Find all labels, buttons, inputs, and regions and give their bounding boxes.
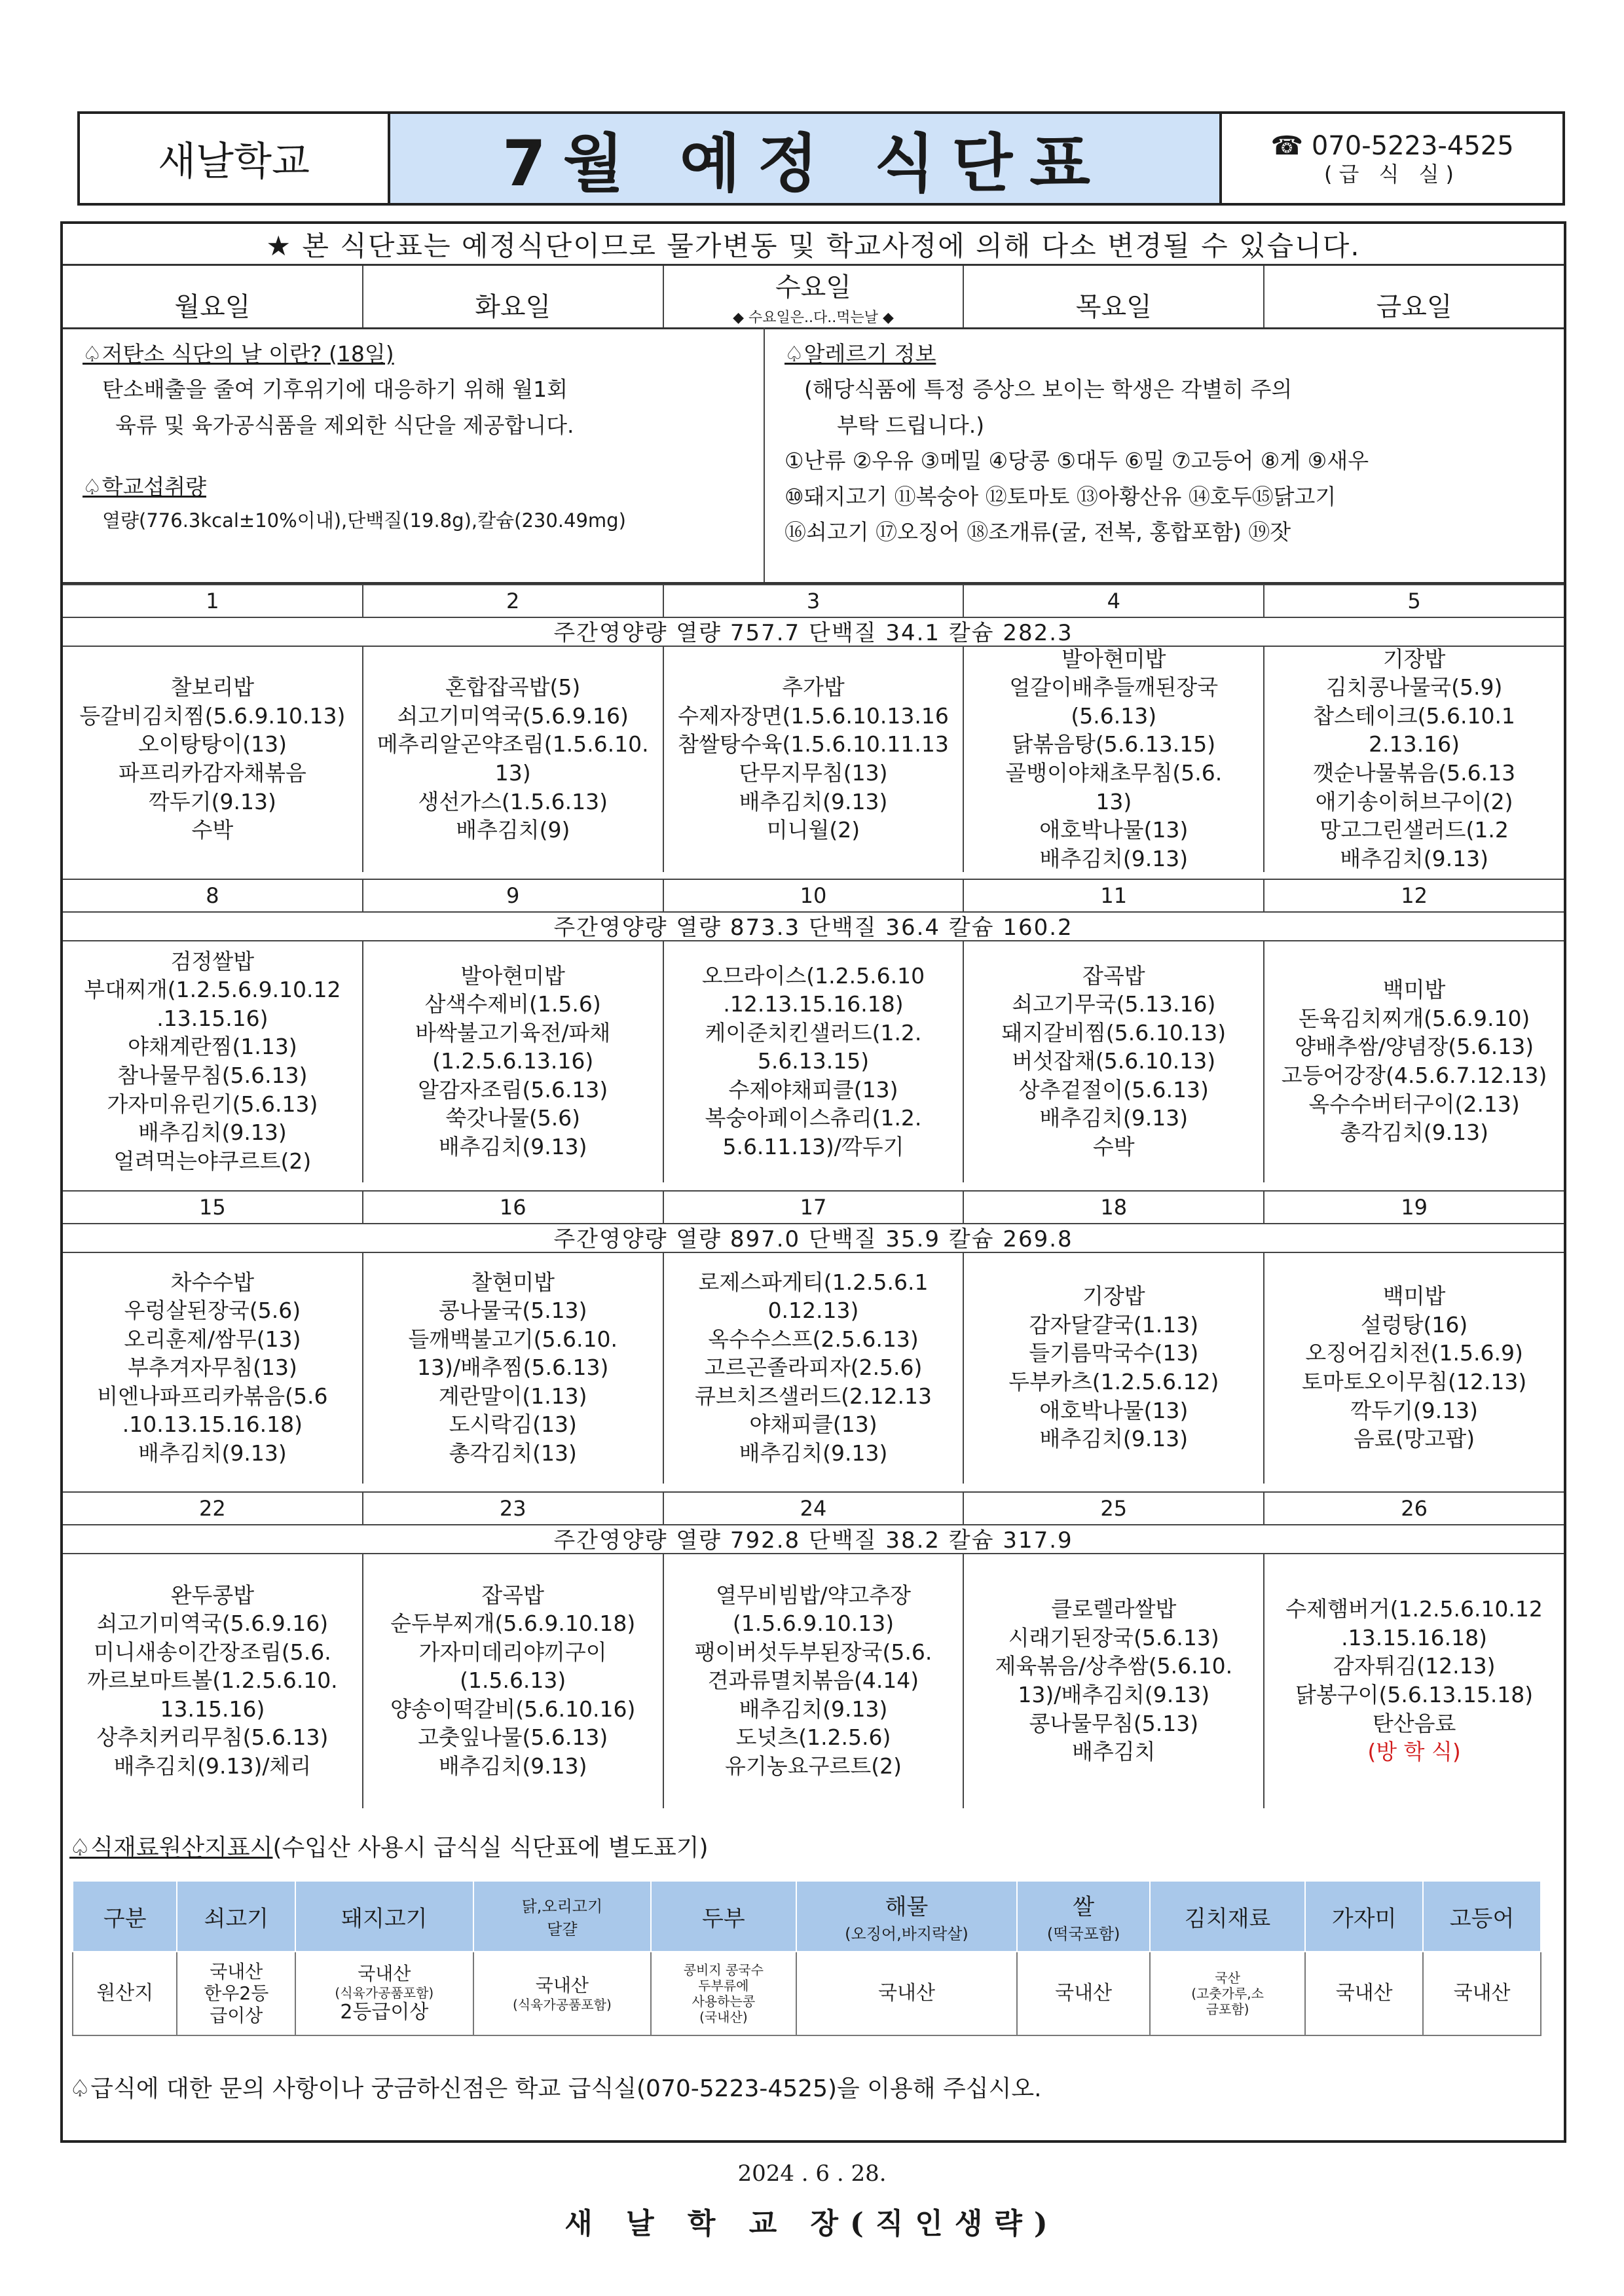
origin-beef-1: 국내산 [210, 1960, 263, 1982]
menu-item: 상추치커리무침(5.6.13) [96, 1724, 329, 1751]
menu-item: 기장밥 [1082, 1283, 1145, 1309]
weekly-nutrition: 주간영양량 열량 757.7 단백질 34.1 칼슘 282.3 [63, 615, 1564, 647]
menu-item: 0.12.13) [767, 1298, 859, 1324]
menu-item: 고춧잎나물(5.6.13) [418, 1724, 608, 1751]
menu-item: 고등어강장(4.5.6.7.12.13) [1281, 1063, 1547, 1088]
menu-item: 수박 [191, 817, 234, 843]
origin-h-7: 김치재료 [1150, 1881, 1305, 1952]
menu-item: 콩나물국(5.13) [438, 1298, 587, 1324]
menu-item: 혼합잡곡밥(5) [445, 674, 581, 701]
menu-item: 오징어김치전(1.5.6.9) [1305, 1340, 1523, 1366]
menu-item: 김치콩나물국(5.9) [1325, 674, 1503, 701]
weekly-nutrition: 주간영양량 열량 873.3 단백질 36.4 칼슘 160.2 [63, 910, 1564, 941]
intake-title: ♤학교섭취량 [83, 474, 206, 500]
menu-item: 가자미유린기(5.6.13) [107, 1091, 318, 1117]
origin-tofu-3: 사용하는콩 [692, 1994, 756, 2009]
menu-item: 까르보마트볼(1.2.5.6.10. [87, 1667, 338, 1694]
inquiry-text: ♤급식에 대한 문의 사항이나 궁금하신점은 학교 급식실(070-5223-4525)을 이용해 주십시오. [69, 2075, 1042, 2102]
notice: ★ 본 식단표는 예정식단이므로 물가변동 및 학교사정에 의해 다소 변경될 수 있습니다. [63, 224, 1564, 266]
menu-cell [664, 940, 965, 1182]
menu-item: 깻순나물볶음(5.6.13 [1313, 760, 1516, 786]
menu-item: 버섯잡채(5.6.10.13) [1012, 1048, 1216, 1074]
menu-item: 등갈비김치찜(5.6.9.10.13) [79, 702, 346, 729]
menu-item: 가자미데리야끼구이 [418, 1639, 607, 1665]
menu-item: 얼갈이배추들깨된장국 [1009, 674, 1219, 701]
origin-tofu-4: (국내산) [699, 2009, 748, 2025]
menu-item: 애기송이허브구이(2) [1315, 788, 1513, 814]
origin-h-4: 두부 [651, 1881, 796, 1952]
origin-title [69, 1829, 709, 1863]
menu-item: 배추김치(9.13) [138, 1440, 287, 1466]
menu-item: 비엔나파프리카볶음(5.6 [97, 1383, 328, 1409]
menu-item: 생선가스(1.5.6.13) [418, 788, 608, 814]
menu-item: 13)/배추찜(5.6.13) [417, 1355, 609, 1381]
menu-item: 배추김치(9.13) [739, 1696, 888, 1722]
menu-item: 잡곡밥 [1082, 962, 1145, 989]
date-cell: 26 [1401, 1496, 1428, 1521]
menu-item: 메추리알곤약조림(1.5.6.10. [377, 731, 649, 757]
origin-beef-2: 한우2등 [204, 1982, 269, 2005]
origin-h-0: 구분 [73, 1881, 177, 1952]
menu-cell [363, 646, 664, 872]
date-cell: 9 [363, 880, 664, 911]
menu-item: 큐브치즈샐러드(2.12.13 [695, 1383, 932, 1409]
week-menu-row [63, 940, 1564, 1182]
menu-item: 알감자조림(5.6.13) [418, 1076, 608, 1102]
date-cell: 10 [664, 880, 965, 911]
low-carbon-title: ♤저탄소 식단의 날 이란? (18일) [83, 341, 394, 367]
menu-item: 배추김치(9.13) [739, 1440, 888, 1466]
menu-item: .13.15.16.18) [1341, 1624, 1487, 1650]
origin-pork-1: 국내산 [358, 1963, 411, 1985]
menu-item: 파프리카감자채볶음 [118, 760, 306, 786]
menu-cell [964, 940, 1264, 1182]
origin-h-2: 돼지고기 [295, 1881, 473, 1952]
issue-date: 2024 . 6 . 28. [737, 2160, 887, 2187]
menu-item: 13) [494, 760, 531, 786]
principal-signature: 새 날 학 교 장(직인생략) [564, 2207, 1060, 2240]
day-thu: 목요일 [964, 266, 1264, 327]
menu-item: 감자튀김(12.13) [1333, 1653, 1496, 1679]
menu-item: 고르곤졸라피자(2.5.6) [704, 1355, 923, 1381]
menu-item: 옥수수스프(2.5.6.13) [708, 1326, 919, 1352]
day-fri: 금요일 [1376, 292, 1452, 322]
menu-item: 음료(망고팝) [1354, 1426, 1475, 1452]
date-cell: 19 [1401, 1195, 1428, 1220]
menu-item: 들깨백불고기(5.6.10. [408, 1326, 618, 1352]
origin-beef-3: 급이상 [210, 2004, 263, 2026]
menu-cell [363, 940, 664, 1182]
menu-item: 찰보리밥 [170, 674, 255, 701]
origin-pork [295, 1952, 473, 2035]
menu-item: 로제스파게티(1.2.5.6.1 [698, 1269, 929, 1295]
week-menu-row [63, 646, 1564, 872]
menu-item: 수제야채피클(13) [728, 1076, 898, 1102]
menu-cell [964, 646, 1264, 872]
origin-h-8: 가자미 [1305, 1881, 1423, 1952]
origin-chicken-1: 국내산 [535, 1975, 589, 1997]
menu-item: 배추김치(9.13) [438, 1753, 587, 1779]
menu-item: 배추김치(9.13) [1340, 845, 1488, 871]
origin-value-row [73, 1952, 1541, 2035]
menu-item: 오므라이스(1.2.5.6.10 [701, 962, 925, 989]
origin-table [72, 1880, 1541, 2036]
origin-pork-3: 2등급이상 [340, 2000, 429, 2024]
menu-item: 깍두기(9.13) [1350, 1397, 1479, 1423]
menu-item: 배추김치(9.13) [1039, 1105, 1189, 1131]
menu-item: 백미밥 [1382, 1283, 1446, 1309]
menu-item: 차수수밥 [170, 1269, 255, 1295]
menu-item: 열무비빔밥/약고추장 [715, 1582, 911, 1608]
menu-cell [363, 1553, 664, 1808]
date-cell: 22 [63, 1493, 363, 1524]
origin-kimchi-3: 금포함) [1206, 2001, 1249, 2017]
week-menu-row [63, 1553, 1564, 1808]
menu-item: 배추김치(9.13) [1039, 845, 1189, 871]
menu-item: 옥수수버터구이(2.13) [1308, 1091, 1520, 1117]
menu-cell [63, 646, 363, 872]
menu-item: 망고그린샐러드(1.2 [1320, 817, 1509, 843]
origin-h-6-main: 쌀 [1073, 1894, 1095, 1920]
date-cell: 2 [363, 585, 664, 617]
menu-cell [1264, 940, 1564, 1182]
origin-h-1: 쇠고기 [177, 1881, 295, 1952]
menu-item: 오리훈제/쌈무(13) [124, 1326, 301, 1352]
menu-item: 두부카츠(1.2.5.6.12) [1008, 1369, 1219, 1394]
menu-item: (1.5.6.13) [460, 1667, 566, 1694]
menu-item: 설렁탕(16) [1360, 1311, 1468, 1338]
menu-item: 양송이떡갈비(5.6.10.16) [390, 1696, 636, 1722]
week-dates-row [63, 584, 1564, 618]
weekly-nutrition: 주간영양량 열량 897.0 단백질 35.9 칼슘 269.8 [63, 1222, 1564, 1253]
menu-item: 상추겉절이(5.6.13) [1018, 1076, 1209, 1102]
phone-sub: (급 식 실) [1323, 161, 1461, 187]
menu-item: 부추겨자무침(13) [127, 1355, 297, 1381]
origin-beef [177, 1952, 295, 2035]
origin-h-5-sub: (오징어,바지락살) [845, 1925, 969, 1943]
menu-item: 제육볶음/상추쌈(5.6.10. [995, 1653, 1233, 1679]
menu-item: 배추김치(9) [456, 817, 570, 843]
week-dates-row [63, 879, 1564, 913]
menu-item: 백미밥 [1382, 977, 1446, 1003]
week-dates-row [63, 1190, 1564, 1224]
menu-item: 깍두기(9.13) [148, 788, 276, 814]
menu-cell [1264, 646, 1564, 872]
menu-item: 돼지갈비찜(5.6.10.13) [1001, 1019, 1227, 1046]
date-cell: 16 [363, 1192, 664, 1223]
page-title: 7월 예정 식단표 [390, 114, 1222, 203]
menu-item: .10.13.15.16.18) [122, 1412, 303, 1438]
menu-item: 부대찌개(1.2.5.6.9.10.12 [84, 977, 341, 1003]
info-block [63, 327, 1564, 584]
menu-item: 쇠고기무국(5.13.16) [1012, 991, 1216, 1017]
menu-item: 삼색수제비(1.5.6) [424, 991, 601, 1017]
menu-item: 추가밥 [782, 674, 845, 701]
menu-item: 배추김치(9.13) [138, 1120, 287, 1146]
menu-item: 발아현미밥 [460, 962, 565, 989]
phone-number: ☎ 070-5223-4525 [1270, 130, 1514, 161]
menu-item: 케이준치킨샐러드(1.2. [705, 1019, 922, 1046]
menu-item: 참나물무침(5.6.13) [117, 1063, 308, 1088]
menu-item: 배추김치(9.13) [739, 788, 888, 814]
menu-item: 배추김치(9.13)/체리 [113, 1753, 312, 1779]
menu-item: 5.6.13.15) [757, 1048, 870, 1074]
menu-item: 완두콩밥 [170, 1582, 255, 1608]
menu-item: 감자달걀국(1.13) [1029, 1311, 1199, 1338]
origin-kimchi-2: (고춧가루,소 [1191, 1986, 1264, 2001]
origin-row-label: 원산지 [73, 1952, 177, 2035]
menu-item: 닭볶음탕(5.6.13.15) [1012, 731, 1216, 757]
menu-item: 쇠고기미역국(5.6.9.16) [397, 702, 629, 729]
menu-item: 시래기된장국(5.6.13) [1008, 1624, 1219, 1650]
date-cell: 11 [964, 880, 1264, 911]
origin-h-6 [1017, 1881, 1149, 1952]
day-wed [664, 266, 965, 327]
menu-cell [664, 646, 965, 872]
weekly-nutrition: 주간영양량 열량 792.8 단백질 38.2 칼슘 317.9 [63, 1523, 1564, 1554]
menu-item: 수제햄버거(1.2.5.6.10.12 [1285, 1596, 1543, 1622]
menu-item: 배추김치(9.13) [1039, 1426, 1189, 1452]
low-carbon-line-1: 탄소배출을 줄여 기후위기에 대응하기 위해 월1회 [102, 376, 568, 403]
menu-cell [1264, 1252, 1564, 1484]
menu-item: 탄산음료 [1372, 1710, 1456, 1736]
allergy-line-1: (해당식품에 특정 증상으 보이는 학생은 각별히 주의 [804, 376, 1293, 403]
menu-item: 골뱅이야채초무침(5.6. [1005, 760, 1223, 786]
menu-cell [664, 1252, 965, 1484]
menu-item: 13)/배추김치(9.13) [1018, 1682, 1210, 1707]
menu-item: (1.2.5.6.13.16) [432, 1048, 594, 1074]
menu-item: 도넛츠(1.2.5.6) [735, 1724, 891, 1751]
menu-item: 13.15.16) [160, 1696, 265, 1722]
menu-item: (1.5.6.9.10.13) [732, 1611, 895, 1637]
menu-item: 콩나물무침(5.13) [1029, 1710, 1199, 1736]
menu-item: 들기름막국수(13) [1029, 1340, 1199, 1366]
phone-block [1222, 114, 1562, 203]
week-menu-row [63, 1252, 1564, 1484]
origin-tofu [651, 1952, 796, 2035]
day-header-row [63, 266, 1564, 329]
menu-item: 애호박나물(13) [1039, 1397, 1189, 1423]
menu-cell [1264, 1553, 1564, 1808]
menu-item: 도시락김(13) [449, 1412, 577, 1438]
date-cell: 17 [664, 1192, 965, 1223]
menu-item: .12.13.15.16.18) [723, 991, 904, 1017]
allergy-list-2: ⑩돼지고기 ⑪복숭아 ⑫토마토 ⑬아황산유 ⑭호두⑮닭고기 [784, 483, 1337, 509]
menu-cell [63, 1252, 363, 1484]
menu-item: 닭봉구이(5.6.13.15.18) [1295, 1682, 1534, 1707]
allergy-line-2: 부탁 드립니다.) [837, 412, 985, 438]
origin-tofu-2: 두부류에 [698, 1978, 749, 1994]
origin-title-main: ♤식재료원산지표시 [69, 1834, 273, 1861]
origin-rice: 국내산 [1017, 1952, 1149, 2035]
menu-item: 견과류멸치볶음(4.14) [707, 1667, 919, 1694]
menu-item: 오이탕탕이(13) [138, 731, 287, 757]
menu-item: 야채피클(13) [749, 1412, 877, 1438]
day-mon: 월요일 [63, 266, 363, 327]
low-carbon-line-2: 육류 및 육가공식품을 제외한 식단을 제공합니다. [115, 412, 574, 438]
origin-chicken [473, 1952, 652, 2035]
menu-cell [363, 1252, 664, 1484]
menu-item: 잡곡밥 [481, 1582, 545, 1608]
origin-mackerel: 국내산 [1423, 1952, 1541, 2035]
menu-item: 야채계란찜(1.13) [128, 1034, 297, 1060]
menu-item: 배추김치(9.13) [438, 1133, 587, 1159]
origin-h-3 [473, 1881, 652, 1952]
menu-item: 5.6.11.13)/깍두기 [722, 1133, 904, 1159]
menu-item: 돈육김치찌개(5.6.9.10) [1298, 1005, 1530, 1031]
menu-item: 얼려먹는야쿠르트(2) [113, 1148, 312, 1174]
menu-item: 쇠고기미역국(5.6.9.16) [96, 1611, 329, 1637]
menu-item: 애호박나물(13) [1039, 817, 1189, 843]
menu-item: 쑥갓나물(5.6) [445, 1105, 581, 1131]
menu-item: 수제자장면(1.5.6.10.13.16 [678, 702, 949, 729]
day-tue: 화요일 [363, 266, 664, 327]
menu-item: 발아현미밥 [1061, 646, 1166, 672]
date-cell: 5 [1407, 589, 1421, 613]
origin-h-6-sub: (떡국포함) [1046, 1925, 1120, 1943]
menu-cell [63, 940, 363, 1182]
menu-item: 참쌀탕수육(1.5.6.10.11.13 [678, 731, 949, 757]
date-cell: 8 [63, 880, 363, 911]
origin-tofu-1: 콩비지 콩국수 [683, 1962, 764, 1978]
menu-cell [664, 1553, 965, 1808]
date-cell: 4 [964, 585, 1264, 617]
menu-item: 유기농요구르트(2) [725, 1753, 902, 1779]
menu-item: 2.13.16) [1369, 731, 1460, 757]
week-dates-row [63, 1491, 1564, 1525]
date-cell: 25 [964, 1493, 1264, 1524]
menu-item: (방 학 식) [1367, 1739, 1461, 1765]
menu-item: 계란말이(1.13) [438, 1383, 587, 1409]
menu-item: 총각김치(9.13) [1340, 1120, 1488, 1146]
origin-title-rest: (수입산 사용시 급식실 식단표에 별도표기) [272, 1834, 709, 1861]
menu-cell [63, 1553, 363, 1808]
origin-h-9: 고등어 [1423, 1881, 1541, 1952]
menu-item: (5.6.13) [1071, 702, 1157, 729]
menu-item: .13.15.16) [157, 1005, 268, 1031]
origin-h-3-sub: 달걀 [547, 1920, 578, 1939]
menu-item: 클로렐라쌀밥 [1051, 1596, 1177, 1622]
menu-item: 배추김치 [1072, 1739, 1156, 1765]
origin-kimchi-1: 국산 [1215, 1970, 1240, 1986]
menu-item: 팽이버섯두부된장국(5.6. [694, 1639, 932, 1665]
origin-header-row [73, 1881, 1541, 1952]
menu-cell [964, 1553, 1264, 1808]
origin-seafood: 국내산 [796, 1952, 1018, 2035]
date-cell: 18 [964, 1192, 1264, 1223]
date-cell: 3 [664, 585, 965, 617]
origin-pork-2: (식육가공품포함) [335, 1984, 434, 2001]
allergy-list-3: ⑯쇠고기 ⑰오징어 ⑱조개류(굴, 전복, 홍합포함) ⑲잣 [784, 519, 1291, 545]
date-cell: 23 [363, 1493, 664, 1524]
menu-item: 미니새송이간장조림(5.6. [94, 1639, 331, 1665]
origin-h-5 [796, 1881, 1018, 1952]
menu-item: 단무지무침(13) [739, 760, 888, 786]
day-wed-sub: ◆ 수요일은..다..먹는날 ◆ [733, 310, 894, 326]
day-wed-label: 수요일 [775, 272, 851, 302]
allergy-title: ♤알레르기 정보 [784, 341, 936, 367]
intake-values: 열량(776.3kcal±10%이내),단백질(19.8g),칼슘(230.49mg) [102, 509, 626, 532]
info-right [765, 327, 1564, 582]
menu-item: 바싹불고기육전/파채 [415, 1019, 611, 1046]
origin-kimchi [1150, 1952, 1305, 2035]
menu-item: 양배추쌈/양념장(5.6.13) [1295, 1034, 1534, 1060]
menu-item: 순두부찌개(5.6.9.10.18) [390, 1611, 636, 1637]
school-name: 새날학교 [80, 114, 390, 203]
menu-item: 찹스테이크(5.6.10.1 [1313, 702, 1515, 729]
info-left [63, 327, 765, 582]
date-cell: 1 [63, 585, 363, 617]
menu-cell [964, 1252, 1264, 1484]
menu-item: 토마토오이무침(12.13) [1301, 1369, 1527, 1394]
menu-item: 복숭아페이스츄리(1.2. [705, 1105, 922, 1131]
date-cell: 15 [63, 1192, 363, 1223]
origin-h-3-main: 닭,오리고기 [521, 1897, 603, 1916]
date-cell: 12 [1401, 883, 1428, 908]
menu-table [60, 221, 1566, 2143]
origin-h-5-main: 해물 [885, 1894, 929, 1920]
menu-item: 검정쌀밥 [170, 948, 255, 974]
menu-item: 찰현미밥 [471, 1269, 555, 1295]
menu-item: 13) [1096, 788, 1132, 814]
menu-item: 우렁살된장국(5.6) [124, 1298, 301, 1324]
menu-item: 미니월(2) [766, 817, 860, 843]
date-cell: 24 [664, 1493, 965, 1524]
origin-chicken-2: (식육가공품포함) [512, 1996, 612, 2013]
origin-flatfish: 국내산 [1305, 1952, 1423, 2035]
header [77, 111, 1565, 206]
menu-item: 기장밥 [1382, 646, 1446, 672]
menu-item: 수박 [1092, 1133, 1135, 1159]
menu-item: 총각김치(13) [449, 1440, 577, 1466]
allergy-list-1: ①난류 ②우유 ③메밀 ④당콩 ⑤대두 ⑥밀 ⑦고등어 ⑧게 ⑨새우 [784, 448, 1369, 474]
